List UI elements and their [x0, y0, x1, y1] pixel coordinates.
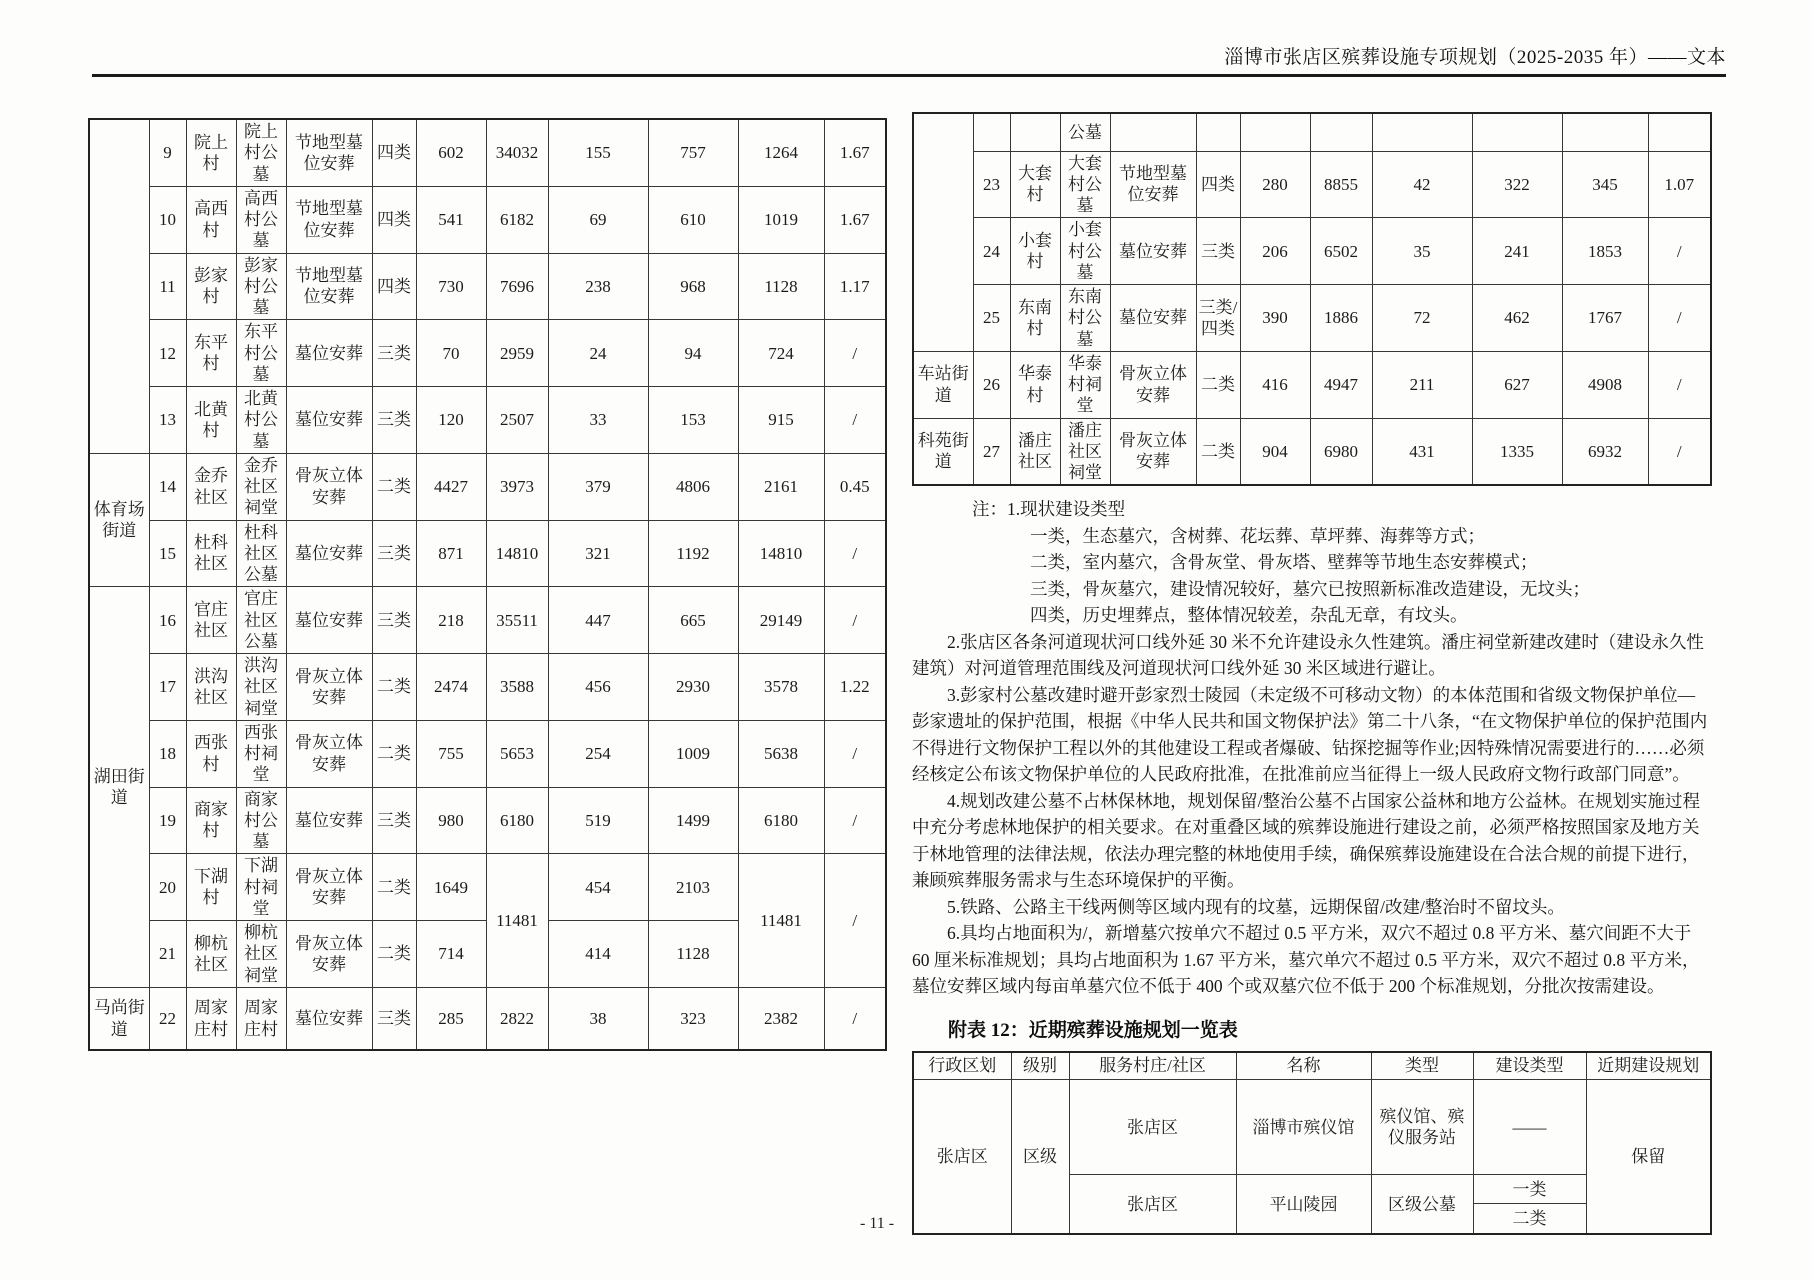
cell-value: 1.22 [824, 654, 886, 721]
cell-burial-type: 节地型墓位安葬 [286, 119, 372, 186]
cell-value: 2930 [648, 654, 738, 721]
cell-cemetery-name: 北黄村公墓 [236, 387, 286, 454]
cell-no: 26 [973, 351, 1010, 418]
cell-class: 三类 [372, 387, 416, 454]
cell-value: 72 [1372, 285, 1472, 352]
cell-cemetery-name: 商家村公墓 [236, 787, 286, 854]
cell-value: 6980 [1310, 418, 1372, 485]
cell-village: 柳杭社区 [186, 921, 236, 988]
cell-burial-type: 节地型墓位安葬 [286, 186, 372, 253]
cell-value: 454 [548, 854, 648, 921]
cell-class: 二类 [372, 720, 416, 787]
cell-cemetery-name: 杜科社区公墓 [236, 520, 286, 587]
cell-value: 414 [548, 921, 648, 988]
cell-value: 322 [1472, 151, 1562, 218]
cell-value: 153 [648, 387, 738, 454]
cell-service-area: 张店区 [1069, 1080, 1236, 1175]
cell-no: 22 [149, 987, 186, 1050]
cell-region: 张店区 [913, 1080, 1011, 1235]
cell-value: 38 [548, 987, 648, 1050]
cell-burial-type: 墓位安葬 [286, 787, 372, 854]
cell-value: 69 [548, 186, 648, 253]
cell-value: 321 [548, 520, 648, 587]
notes-block [912, 496, 1710, 1000]
cell-value: 3973 [486, 453, 548, 520]
cell-service-area: 张店区 [1069, 1175, 1236, 1235]
cell-value: 29149 [738, 587, 824, 654]
cell-value: / [1648, 351, 1711, 418]
cell-cemetery-name: 潘庄社区祠堂 [1060, 418, 1110, 485]
cell-value: 2822 [486, 987, 548, 1050]
table-row [89, 720, 886, 787]
cell-value: 2507 [486, 387, 548, 454]
cell-village: 大套村 [1010, 151, 1060, 218]
cell-value [1240, 113, 1310, 151]
cell-value: / [824, 720, 886, 787]
cell-value: 1264 [738, 119, 824, 186]
table-row [89, 520, 886, 587]
cell-value: 35511 [486, 587, 548, 654]
cell-plan: 保留 [1586, 1080, 1711, 1235]
table-row [913, 1080, 1711, 1175]
cell-value: / [1648, 418, 1711, 485]
cell-no: 17 [149, 654, 186, 721]
table-row [913, 151, 1711, 218]
cell-class [1196, 113, 1240, 151]
table-row [913, 218, 1711, 285]
cell-district: 车站街道 [913, 351, 973, 418]
cell-village: 东南村 [1010, 285, 1060, 352]
note-line: 四类，历史埋葬点，整体情况较差，杂乱无章，有坟头。 [1030, 605, 1468, 626]
cell-cemetery-name: 下湖村祠堂 [236, 854, 286, 921]
cell-village: 北黄村 [186, 387, 236, 454]
cell-value: 3578 [738, 654, 824, 721]
cell-value: 610 [648, 186, 738, 253]
cell-value: 7696 [486, 253, 548, 320]
cell-burial-type [1110, 113, 1196, 151]
note-line: 6.具均占地面积为/，新增墓穴按单穴不超过 0.5 平方米，双穴不超过 0.8 平方米、墓穴间距不大于 60 厘米标准规划；具均占地面积为 1.67 平方米，墓穴单穴不超过 0.5 平方米，双穴不超过 0.8 平方米，墓位安葬区域内每亩单墓穴位不低于 400 个或双墓穴位不低于 200 个标准规划，分批次按需建设。 [912, 923, 1700, 997]
cell-value: 379 [548, 453, 648, 520]
cell-build-type-split [1473, 1175, 1586, 1235]
note-line: 二类，室内墓穴，含骨灰堂、骨灰塔、壁葬等节地生态安葬模式； [1030, 552, 1538, 573]
cell-value: 323 [648, 987, 738, 1050]
cell-value: 345 [1562, 151, 1648, 218]
cell-village: 官庄社区 [186, 587, 236, 654]
col-header: 级别 [1011, 1052, 1069, 1080]
cell-value: 456 [548, 654, 648, 721]
cell-value: 462 [1472, 285, 1562, 352]
cell-no: 23 [973, 151, 1010, 218]
cell-no [973, 113, 1010, 151]
appendix-table-title: 附表 12：近期殡葬设施规划一览表 [948, 1019, 1238, 1041]
cell-value: 714 [416, 921, 486, 988]
cell-village: 高西村 [186, 186, 236, 253]
table-row [89, 186, 886, 253]
document-title: 淄博市张店区殡葬设施专项规划（2025-2035 年）——文本 [1224, 47, 1726, 68]
cell-value-merged: 11481 [486, 854, 548, 988]
cell-value: 6180 [738, 787, 824, 854]
cell-burial-type: 节地型墓位安葬 [286, 253, 372, 320]
facility-table-left [88, 118, 887, 1051]
cell-value: 3588 [486, 654, 548, 721]
cell-value: 1499 [648, 787, 738, 854]
cell-class: 二类 [372, 654, 416, 721]
cell-value [1310, 113, 1372, 151]
cell-no: 18 [149, 720, 186, 787]
cell-district: 体育场街道 [89, 453, 149, 587]
cell-value: / [1648, 285, 1711, 352]
cell-burial-type: 节地型墓位安葬 [1110, 151, 1196, 218]
cell-value: 4806 [648, 453, 738, 520]
cell-value: 755 [416, 720, 486, 787]
cell-value: 1009 [648, 720, 738, 787]
table-row [89, 787, 886, 854]
cell-burial-type: 骨灰立体安葬 [286, 654, 372, 721]
cell-value-merged: 11481 [738, 854, 824, 988]
cell-value: 665 [648, 587, 738, 654]
cell-village: 西张村 [186, 720, 236, 787]
col-header: 建设类型 [1473, 1052, 1586, 1080]
cell-value: 238 [548, 253, 648, 320]
cell-value: 14810 [486, 520, 548, 587]
note-line: 2.张店区各条河道现状河口线外延 30 米不允许建设永久性建筑。潘庄祠堂新建改建时（建设永久性建筑）对河道管理范围线及河道现状河口线外延 30 米区域进行避让。 [912, 631, 1704, 679]
cell-value: 211 [1372, 351, 1472, 418]
table-header-row [913, 1052, 1711, 1080]
cell-cemetery-name: 院上村公墓 [236, 119, 286, 186]
cell-class: 四类 [372, 186, 416, 253]
cell-burial-type: 骨灰立体安葬 [1110, 351, 1196, 418]
table-row [89, 453, 886, 520]
cell-district: 湖田街道 [89, 587, 149, 988]
cell-value: 2161 [738, 453, 824, 520]
cell-no: 16 [149, 587, 186, 654]
cell-value: 602 [416, 119, 486, 186]
cell-value: 5638 [738, 720, 824, 787]
cell-village: 华泰村 [1010, 351, 1060, 418]
cell-value: 2382 [738, 987, 824, 1050]
table-row [89, 987, 886, 1050]
cell-value: / [824, 387, 886, 454]
cell-burial-type: 墓位安葬 [1110, 218, 1196, 285]
cell-class: 二类 [1196, 351, 1240, 418]
table-row [89, 387, 886, 454]
cell-value: 6502 [1310, 218, 1372, 285]
cell-value: 0.45 [824, 453, 886, 520]
cell-value: 1128 [738, 253, 824, 320]
cell-value: 871 [416, 520, 486, 587]
cell-village: 下湖村 [186, 854, 236, 921]
cell-value: 5653 [486, 720, 548, 787]
table-row [89, 587, 886, 654]
cell-value: / [1648, 218, 1711, 285]
cell-class: 三类 [372, 987, 416, 1050]
cell-burial-type: 骨灰立体安葬 [286, 921, 372, 988]
cell-value: 218 [416, 587, 486, 654]
cell-no: 20 [149, 854, 186, 921]
cell-village: 商家村 [186, 787, 236, 854]
cell-value: 206 [1240, 218, 1310, 285]
cell-class: 四类 [372, 253, 416, 320]
table-row [913, 351, 1711, 418]
cell-cemetery-name: 彭家村公墓 [236, 253, 286, 320]
col-header: 近期建设规划 [1586, 1052, 1711, 1080]
cell-no: 14 [149, 453, 186, 520]
cell-value: 980 [416, 787, 486, 854]
cell-cemetery-name: 小套村公墓 [1060, 218, 1110, 285]
cell-value: 4908 [1562, 351, 1648, 418]
cell-village: 院上村 [186, 119, 236, 186]
cell-value: 2103 [648, 854, 738, 921]
cell-value: 1886 [1310, 285, 1372, 352]
cell-value: 1.07 [1648, 151, 1711, 218]
cell-build-type-b: 二类 [1512, 1209, 1547, 1229]
cell-class: 二类 [372, 453, 416, 520]
cell-class: 二类 [1196, 418, 1240, 485]
cell-value: 35 [1372, 218, 1472, 285]
cell-value [1648, 113, 1711, 151]
cell-burial-type: 墓位安葬 [286, 320, 372, 387]
cell-burial-type: 墓位安葬 [286, 520, 372, 587]
cell-burial-type: 骨灰立体安葬 [286, 720, 372, 787]
cell-district-empty [89, 119, 149, 453]
cell-value: 70 [416, 320, 486, 387]
cell-cemetery-name: 柳杭社区祠堂 [236, 921, 286, 988]
cell-value: 155 [548, 119, 648, 186]
table-row [913, 285, 1711, 352]
cell-value: 447 [548, 587, 648, 654]
cell-class: 二类 [372, 854, 416, 921]
cell-value-merged: / [824, 854, 886, 988]
cell-village: 彭家村 [186, 253, 236, 320]
page-number: - 11 - [860, 1215, 895, 1232]
col-header: 类型 [1371, 1052, 1473, 1080]
cell-cemetery-name: 西张村祠堂 [236, 720, 286, 787]
cell-cemetery-name: 华泰村祠堂 [1060, 351, 1110, 418]
cell-village: 小套村 [1010, 218, 1060, 285]
cell-value: / [824, 520, 886, 587]
cell-district: 科苑街道 [913, 418, 973, 485]
cell-value: 968 [648, 253, 738, 320]
note-line: 三类，骨灰墓穴，建设情况较好，墓穴已按照新标准改造建设，无坟头； [1030, 578, 1590, 599]
cell-value: 120 [416, 387, 486, 454]
cell-value: 254 [548, 720, 648, 787]
cell-class: 二类 [372, 921, 416, 988]
cell-value: 1853 [1562, 218, 1648, 285]
cell-cemetery-name: 洪沟社区祠堂 [236, 654, 286, 721]
cell-cemetery-name: 高西村公墓 [236, 186, 286, 253]
cell-value: / [824, 787, 886, 854]
cell-value: 724 [738, 320, 824, 387]
facility-table-right [912, 112, 1712, 486]
cell-class: 四类 [1196, 151, 1240, 218]
note-line: 5.铁路、公路主干线两侧等区域内现有的坟墓，远期保留/改建/整治时不留坟头。 [947, 896, 1565, 917]
cell-value: 1128 [648, 921, 738, 988]
cell-no: 15 [149, 520, 186, 587]
cell-no: 19 [149, 787, 186, 854]
note-line: 一类，生态墓穴，含树葬、花坛葬、草坪葬、海葬等方式； [1030, 525, 1485, 546]
cell-value: 1767 [1562, 285, 1648, 352]
cell-class: 三类 [372, 520, 416, 587]
cell-cemetery-name: 官庄社区公墓 [236, 587, 286, 654]
cell-value: 34032 [486, 119, 548, 186]
cell-value: 280 [1240, 151, 1310, 218]
cell-value: 4947 [1310, 351, 1372, 418]
table-row [89, 854, 886, 921]
table-row-partial [913, 113, 1711, 151]
cell-value: 416 [1240, 351, 1310, 418]
cell-value: 2474 [416, 654, 486, 721]
note-line: 3.彭家村公墓改建时避开彭家烈士陵园（未定级不可移动文物）的本体范围和省级文物保护单位—彭家遗址的保护范围，根据《中华人民共和国文物保护法》第二十八条，“在文物保护单位的保护范围内不得进行文物保护工程以外的其他建设工程或者爆破、钻探挖掘等作业;因特殊情况需要进行的……必须经核定公布该文物保护单位的人民政府批准，在批准前应当征得上一级人民政府文物行政部门同意”。 [912, 684, 1708, 785]
cell-burial-type: 墓位安葬 [1110, 285, 1196, 352]
cell-value: 541 [416, 186, 486, 253]
note-line: 4.规划改建公墓不占林保林地，规划保留/整治公墓不占国家公益林和地方公益林。在规划实施过程中充分考虑林地保护的相关要求。在对重叠区域的殡葬设施进行建设之前，必须严格按照国家及地方关于林地管理的法律法规，依法办理完整的林地使用手续，确保殡葬设施建设在合法合规的前提下进行，兼顾殡葬服务需求与生态环境保护的平衡。 [912, 790, 1700, 891]
cell-class: 四类 [372, 119, 416, 186]
cell-burial-type: 墓位安葬 [286, 987, 372, 1050]
cell-no: 13 [149, 387, 186, 454]
cell-village: 周家庄村 [186, 987, 236, 1050]
header-rule [92, 74, 1726, 77]
table-row [89, 253, 886, 320]
cell-value: 94 [648, 320, 738, 387]
cell-value: 6180 [486, 787, 548, 854]
cell-village: 杜科社区 [186, 520, 236, 587]
col-header: 名称 [1236, 1052, 1371, 1080]
cell-class: 三类/四类 [1196, 285, 1240, 352]
cell-value: 4427 [416, 453, 486, 520]
cell-build-type: —— [1473, 1080, 1586, 1175]
cell-value: 1335 [1472, 418, 1562, 485]
cell-facility-name: 淄博市殡仪馆 [1236, 1080, 1371, 1175]
cell-value: 1192 [648, 520, 738, 587]
cell-no: 10 [149, 186, 186, 253]
cell-burial-type: 骨灰立体安葬 [286, 854, 372, 921]
cell-no: 12 [149, 320, 186, 387]
cell-value: 42 [1372, 151, 1472, 218]
cell-value: 1649 [416, 854, 486, 921]
cell-cemetery-name: 大套村公墓 [1060, 151, 1110, 218]
cell-value: 8855 [1310, 151, 1372, 218]
col-header: 服务村庄/社区 [1069, 1052, 1236, 1080]
cell-village [1010, 113, 1060, 151]
cell-value: 1.67 [824, 119, 886, 186]
cell-no: 25 [973, 285, 1010, 352]
cell-value: 6182 [486, 186, 548, 253]
cell-village: 潘庄社区 [1010, 418, 1060, 485]
cell-value: 14810 [738, 520, 824, 587]
cell-village: 东平村 [186, 320, 236, 387]
cell-district-empty [913, 113, 973, 351]
cell-village: 洪沟社区 [186, 654, 236, 721]
cell-value: 519 [548, 787, 648, 854]
cell-value [1472, 113, 1562, 151]
cell-value: / [824, 987, 886, 1050]
cell-burial-type: 墓位安葬 [286, 587, 372, 654]
cell-value: 1019 [738, 186, 824, 253]
appendix-table [912, 1051, 1712, 1236]
table-row [89, 654, 886, 721]
cell-value: 627 [1472, 351, 1562, 418]
cell-facility-type: 区级公墓 [1371, 1175, 1473, 1235]
cell-value: / [824, 587, 886, 654]
cell-cemetery-name: 东南村公墓 [1060, 285, 1110, 352]
table-row [89, 119, 886, 186]
cell-cemetery-name: 公墓 [1060, 113, 1110, 151]
cell-value [1372, 113, 1472, 151]
cell-value: 390 [1240, 285, 1310, 352]
right-column [912, 112, 1710, 1235]
cell-value: 915 [738, 387, 824, 454]
cell-value: 1.17 [824, 253, 886, 320]
cell-no: 24 [973, 218, 1010, 285]
cell-cemetery-name: 周家庄村 [236, 987, 286, 1050]
cell-burial-type: 骨灰立体安葬 [1110, 418, 1196, 485]
cell-facility-type: 殡仪馆、殡仪服务站 [1371, 1080, 1473, 1175]
cell-level: 区级 [1011, 1080, 1069, 1235]
cell-value: 904 [1240, 418, 1310, 485]
col-header: 行政区划 [913, 1052, 1011, 1080]
cell-value: 431 [1372, 418, 1472, 485]
cell-value: / [824, 320, 886, 387]
cell-value: 1.67 [824, 186, 886, 253]
cell-no: 21 [149, 921, 186, 988]
cell-value [1562, 113, 1648, 151]
cell-facility-name: 平山陵园 [1236, 1175, 1371, 1235]
cell-value: 24 [548, 320, 648, 387]
table-row [913, 418, 1711, 485]
cell-class: 三类 [1196, 218, 1240, 285]
cell-build-type-a: 一类 [1474, 1175, 1586, 1204]
cell-class: 三类 [372, 587, 416, 654]
table-row [89, 320, 886, 387]
cell-value: 33 [548, 387, 648, 454]
cell-no: 27 [973, 418, 1010, 485]
cell-burial-type: 墓位安葬 [286, 387, 372, 454]
cell-cemetery-name: 东平村公墓 [236, 320, 286, 387]
cell-district: 马尚街道 [89, 987, 149, 1050]
note-line: 注：1.现状建设类型 [972, 499, 1126, 520]
cell-class: 三类 [372, 787, 416, 854]
cell-value: 757 [648, 119, 738, 186]
cell-burial-type: 骨灰立体安葬 [286, 453, 372, 520]
cell-no: 11 [149, 253, 186, 320]
cell-value: 730 [416, 253, 486, 320]
cell-value: 285 [416, 987, 486, 1050]
cell-no: 9 [149, 119, 186, 186]
cell-village: 金乔社区 [186, 453, 236, 520]
cell-value: 241 [1472, 218, 1562, 285]
cell-value: 6932 [1562, 418, 1648, 485]
cell-class: 三类 [372, 320, 416, 387]
cell-cemetery-name: 金乔社区祠堂 [236, 453, 286, 520]
cell-value: 2959 [486, 320, 548, 387]
